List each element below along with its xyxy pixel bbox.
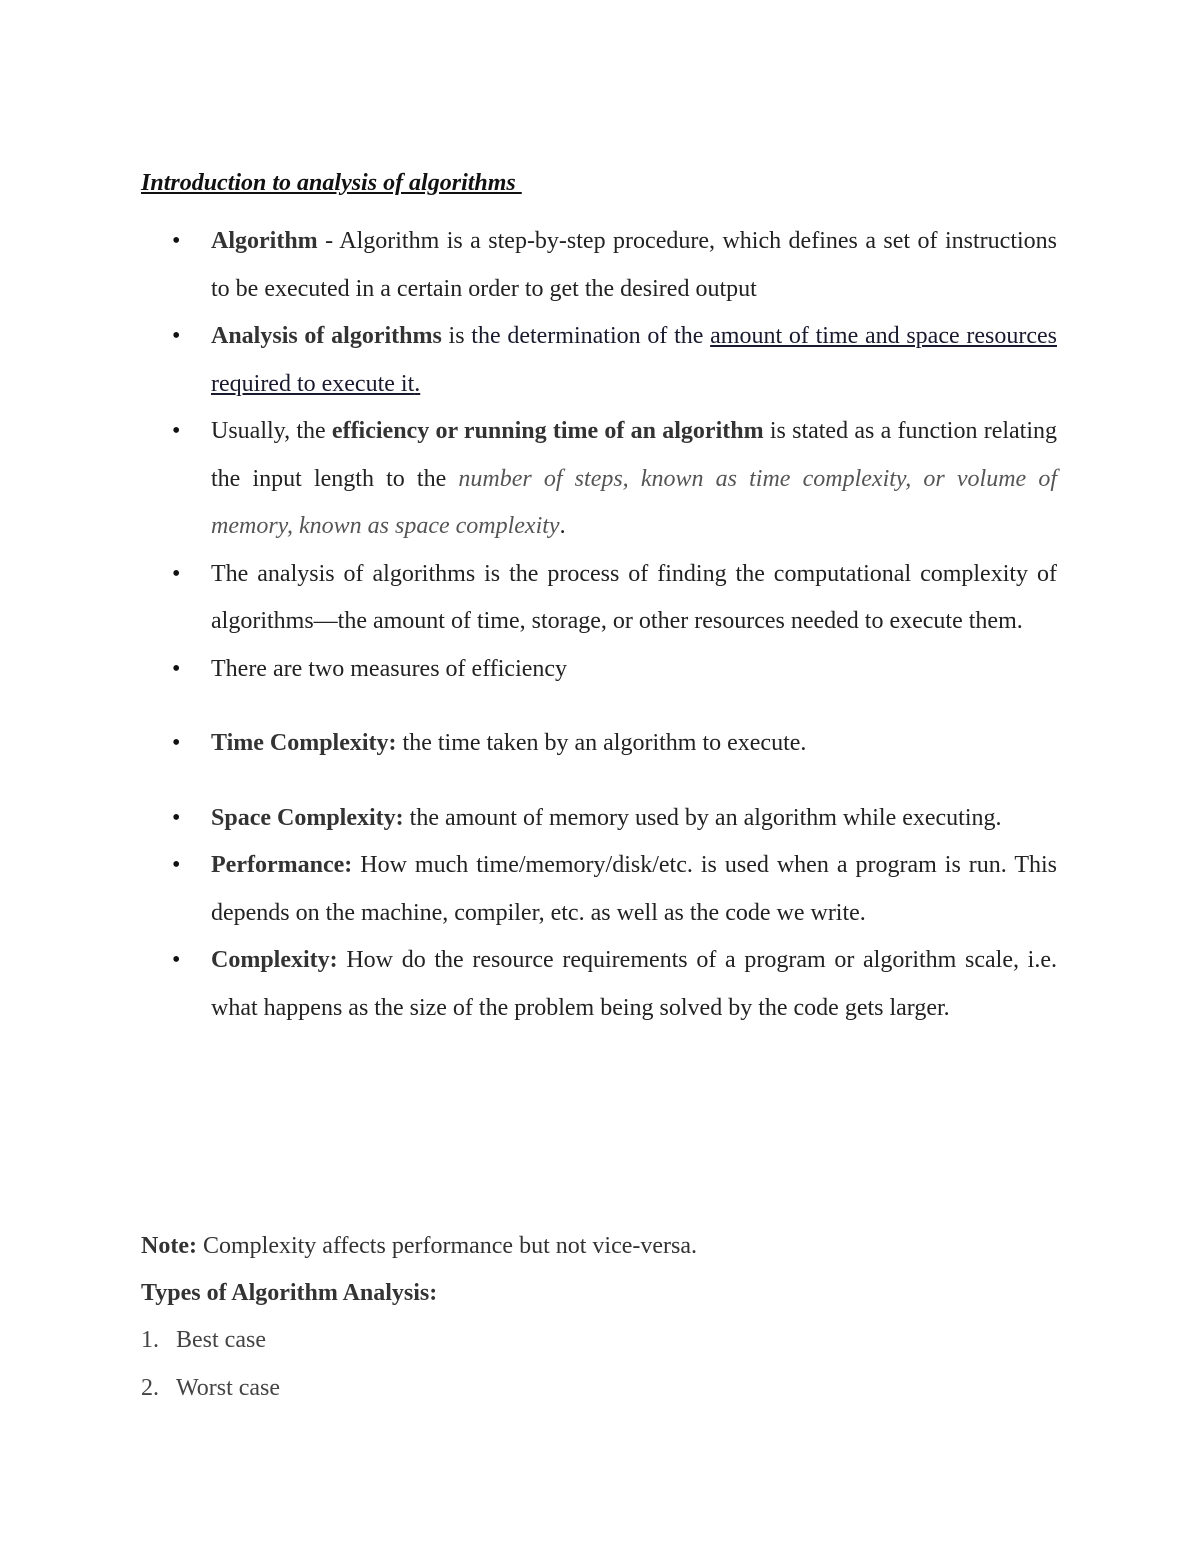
definition-algorithm: Algorithm is a step-by-step procedure, which defines a set of instructions to be executed in a certain order to get the desired output xyxy=(211,228,1057,302)
list-number: 1. xyxy=(141,1327,159,1353)
bullet-two-measures xyxy=(0,646,1057,694)
analysis-tail: . xyxy=(414,370,421,397)
term-complexity: Complexity: xyxy=(211,947,338,973)
bullet-performance xyxy=(0,842,1057,937)
analysis-determination: the determination of the xyxy=(471,323,711,349)
complexity-text: How do the resource requirements of a program or algorithm scale, i.e. what happens as the size of the problem being solved by the code gets larger. xyxy=(211,947,1057,1021)
list-item xyxy=(141,1317,280,1365)
note-line xyxy=(141,1223,697,1271)
term-analysis: Analysis of algorithms xyxy=(211,323,442,349)
efficiency-end: . xyxy=(559,513,566,539)
bullet-algorithm xyxy=(0,218,1057,313)
document-title: Introduction to analysis of algorithms xyxy=(141,170,522,196)
analysis-is: is xyxy=(441,323,472,349)
bullet-complexity xyxy=(0,937,1057,1032)
types-list xyxy=(141,1317,280,1412)
bullet-time-complexity xyxy=(0,720,1057,768)
analysis-process-text: The analysis of algorithms is the process of finding the computational complexity of algorithms—the amount of time, storage, or other resources needed to execute them. xyxy=(211,560,1057,634)
list-number: 2. xyxy=(141,1374,159,1401)
bullet-space-complexity xyxy=(0,795,1057,843)
list-label: Best case xyxy=(176,1327,266,1353)
list-label: Worst case xyxy=(176,1374,281,1401)
bullet-analysis-process xyxy=(0,551,1057,646)
types-heading: Types of Algorithm Analysis: xyxy=(141,1280,438,1306)
space-complexity-text: the amount of memory used by an algorithm while executing. xyxy=(403,804,1002,831)
note-text: Complexity affects performance but not vice-versa. xyxy=(196,1233,698,1259)
separator: - xyxy=(317,228,340,254)
efficiency-italic: number of steps, known as time complexity, or volume of memory, known as space complexity xyxy=(211,465,1057,539)
two-measures-text: There are two measures of efficiency xyxy=(211,655,568,682)
efficiency-mid: is stated as a function relating the input length to the xyxy=(211,418,1058,492)
performance-text: How much time/memory/disk/etc. is used when a program is run. This depends on the machine, compiler, etc. as well as the code we write. xyxy=(211,852,1057,926)
term-efficiency: efficiency or running time of an algorithm xyxy=(331,418,764,444)
term-performance: Performance: xyxy=(211,852,353,878)
bullet-analysis xyxy=(0,313,1057,408)
time-complexity-text: the time taken by an algorithm to execute. xyxy=(396,730,807,756)
list-item xyxy=(141,1365,280,1413)
bullet-list xyxy=(0,218,1200,1032)
bullet-efficiency xyxy=(0,408,1057,551)
efficiency-intro: Usually, the xyxy=(211,418,332,444)
term-algorithm: Algorithm xyxy=(211,228,318,254)
term-space-complexity: Space Complexity: xyxy=(211,804,404,831)
analysis-underlined-phrase: amount of time and space resources required to execute it xyxy=(211,323,1057,397)
note-label: Note: xyxy=(141,1233,197,1259)
term-time-complexity: Time Complexity: xyxy=(211,730,397,756)
